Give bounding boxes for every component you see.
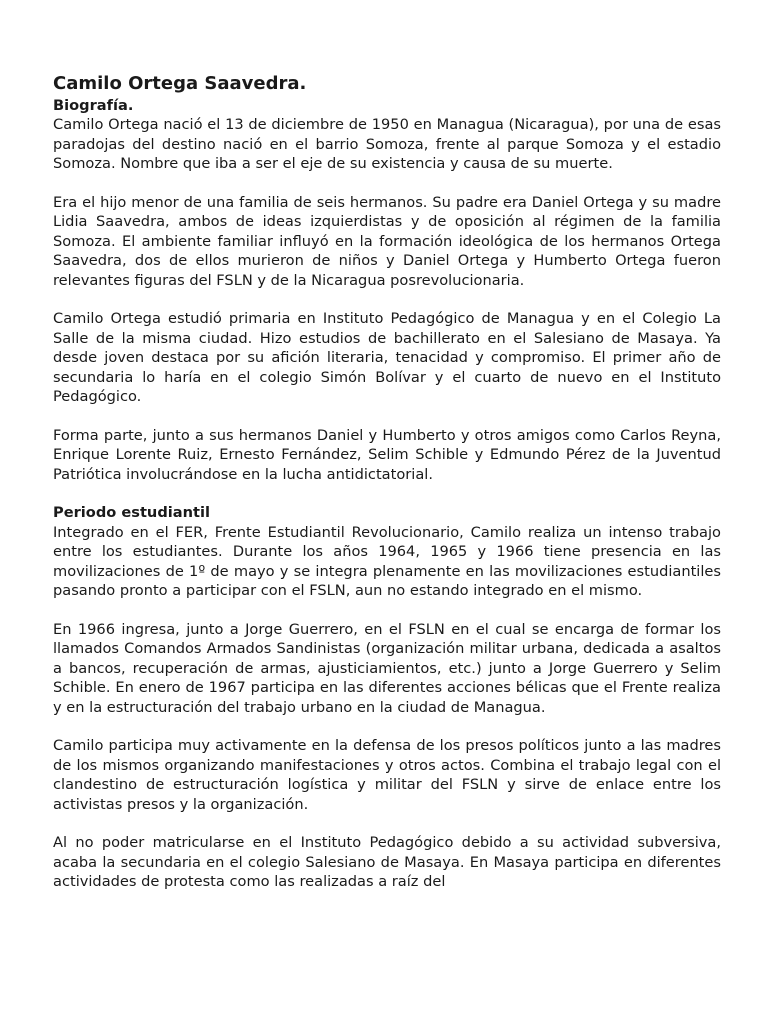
- paragraph: Camilo Ortega nació el 13 de diciembre de 1950 en Managua (Nicaragua), por una de esas paradojas del destino nació en el barrio Somoza, frente al parque Somoza y el estadio Somoza. Nombre que iba a ser el eje de su existencia y causa de su muerte.: [53, 116, 721, 173]
- document-page: [53, 72, 721, 911]
- paragraph: Al no poder matricularse en el Instituto Pedagógico debido a su actividad subversiva, acaba la secundaria en el colegio Salesiano de Masaya. En Masaya participa en diferentes actividades de protesta como las realizadas a raíz del: [53, 834, 721, 891]
- paragraph: En 1966 ingresa, junto a Jorge Guerrero, en el FSLN en el cual se encarga de formar los llamados Comandos Armados Sandinistas (organización militar urbana, dedicada a asaltos a bancos, recuperación de armas, ajusticiamientos, etc.) junto a Jorge Guerrero y Selim Schible. En enero de 1967 participa en las diferentes acciones bélicas que el Frente realiza y en la estructuración del trabajo urbano en la ciudad de Managua.: [53, 620, 721, 716]
- paragraph: Camilo participa muy activamente en la defensa de los presos políticos junto a las madres de los mismos organizando manifestaciones y otros actos. Combina el trabajo legal con el clandestino de estructuración logística y militar del FSLN y sirve de enlace entre los activistas presos y la organización.: [53, 737, 721, 813]
- paragraph: Integrado en el FER, Frente Estudiantil Revolucionario, Camilo realiza un intenso trabajo entre los estudiantes. Durante los años 1964, 1965 y 1966 tiene presencia en las movilizaciones de 1º de mayo y se integra plenamente en las movilizaciones estudiantiles pasando pronto a participar con el FSLN, aun no estando integrado en el mismo.: [53, 523, 721, 600]
- section-heading: Periodo estudiantil: [53, 504, 210, 522]
- paragraph: Era el hijo menor de una familia de seis hermanos. Su padre era Daniel Ortega y su madre Lidia Saavedra, ambos de ideas izquierdistas y de oposición al régimen de la familia Somoza. El ambiente familiar influyó en la formación ideológica de los hermanos Ortega Saavedra, dos de ellos murieron de niños y Daniel Ortega y Humberto Ortega fueron relevantes figuras del FSLN y de la Nicaragua posrevolucionaria.: [53, 194, 721, 289]
- section-heading: Biografía.: [53, 97, 134, 114]
- document-title: Camilo Ortega Saavedra.: [53, 73, 307, 94]
- paragraph: Forma parte, junto a sus hermanos Daniel y Humberto y otros amigos como Carlos Reyna, Enrique Lorente Ruiz, Ernesto Fernández, Selim Schible y Edmundo Pérez de la Juventud Patriótica involucrándose en la lucha antidictatorial.: [53, 426, 721, 483]
- paragraph: Camilo Ortega estudió primaria en Instituto Pedagógico de Managua y en el Colegio La Salle de la misma ciudad. Hizo estudios de bachillerato en el Salesiano de Masaya. Ya desde joven destaca por su afición literaria, tenacidad y compromiso. El primer año de secundaria lo haría en el colegio Simón Bolívar y el cuarto de nuevo en el Instituto Pedagógico.: [53, 310, 721, 406]
- section-biografia: [53, 96, 721, 484]
- section-periodo-estudiantil: [53, 503, 721, 891]
